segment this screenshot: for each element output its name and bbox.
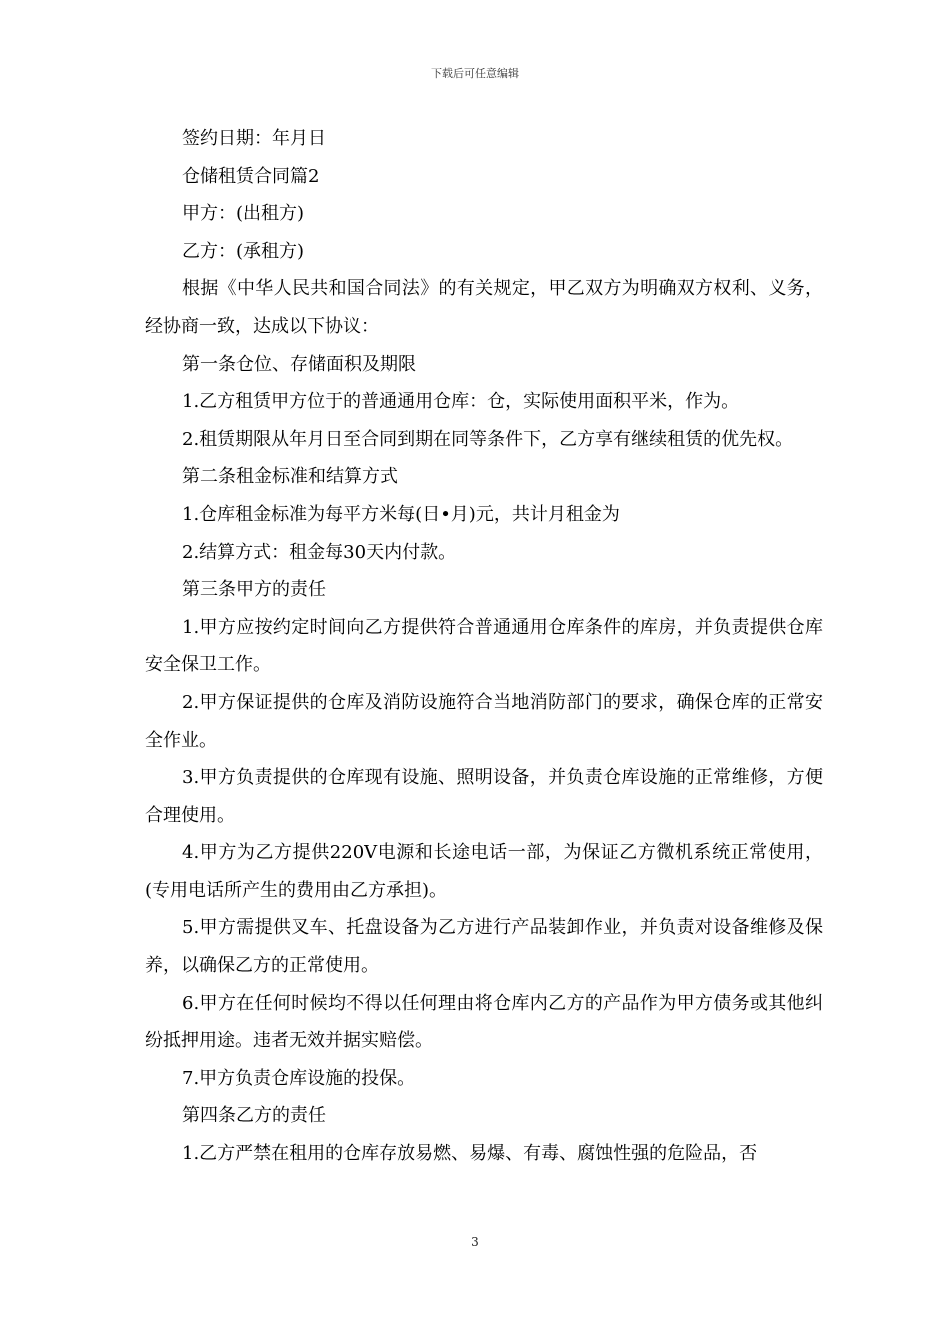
article-2-heading: 第二条租金标准和结算方式 (182, 466, 398, 488)
article-1-clause-2: 2.租赁期限从年月日至合同到期在同等条件下，乙方享有继续租赁的优先权。 (182, 428, 794, 450)
page-number: 3 (471, 1235, 479, 1249)
article-3-clause-5: 5.甲方需提供叉车、托盘设备为乙方进行产品装卸作业，并负责对设备维修及保养，以确保乙方的正常使用。 (145, 917, 823, 977)
preamble-paragraph: 根据《中华人民共和国合同法》的有关规定，甲乙双方为明确双方权利、义务，经协商一致，达成以下协议： (145, 278, 823, 337)
document-body (145, 120, 823, 1173)
article-4-clause-1: 1.乙方严禁在租用的仓库存放易燃、易爆、有毒、腐蚀性强的危险品，否 (182, 1143, 758, 1165)
article-3-clause-3: 3.甲方负责提供的仓库现有设施、照明设备，并负责仓库设施的正常维修，方便合理使用。 (145, 767, 823, 826)
article-1-heading: 第一条仓位、存储面积及期限 (182, 353, 416, 375)
article-2-clause-1: 1.仓库租金标准为每平方米每(日•月)元，共计月租金为 (182, 503, 620, 525)
contract-title: 仓储租赁合同篇2 (182, 165, 320, 187)
signing-date-line: 签约日期：年月日 (182, 128, 326, 149)
article-3-clause-4: 4.甲方为乙方提供220V电源和长途电话一部，为保证乙方微机系统正常使用，(专用电话所产生的费用由乙方承担)。 (145, 842, 823, 901)
party-a-line: 甲方：(出租方) (182, 203, 305, 225)
article-2-clause-2: 2.结算方式：租金每30天内付款。 (182, 541, 457, 563)
article-3-clause-7: 7.甲方负责仓库设施的投保。 (182, 1067, 416, 1089)
article-3-clause-6: 6.甲方在任何时候均不得以任何理由将仓库内乙方的产品作为甲方债务或其他纠纷抵押用途。违者无效并据实赔偿。 (145, 992, 823, 1052)
party-b-line: 乙方：(承租方) (182, 240, 305, 262)
article-1-clause-1: 1.乙方租赁甲方位于的普通通用仓库：仓，实际使用面积平米，作为。 (182, 391, 740, 413)
article-3-clause-1: 1.甲方应按约定时间向乙方提供符合普通通用仓库条件的库房，并负责提供仓库安全保卫工作。 (145, 616, 823, 676)
article-4-heading: 第四条乙方的责任 (182, 1105, 326, 1127)
article-3-heading: 第三条甲方的责任 (182, 579, 326, 601)
article-3-clause-2: 2.甲方保证提供的仓库及消防设施符合当地消防部门的要求，确保仓库的正常安全作业。 (145, 691, 823, 751)
page-header-note: 下载后可任意编辑 (431, 67, 519, 80)
